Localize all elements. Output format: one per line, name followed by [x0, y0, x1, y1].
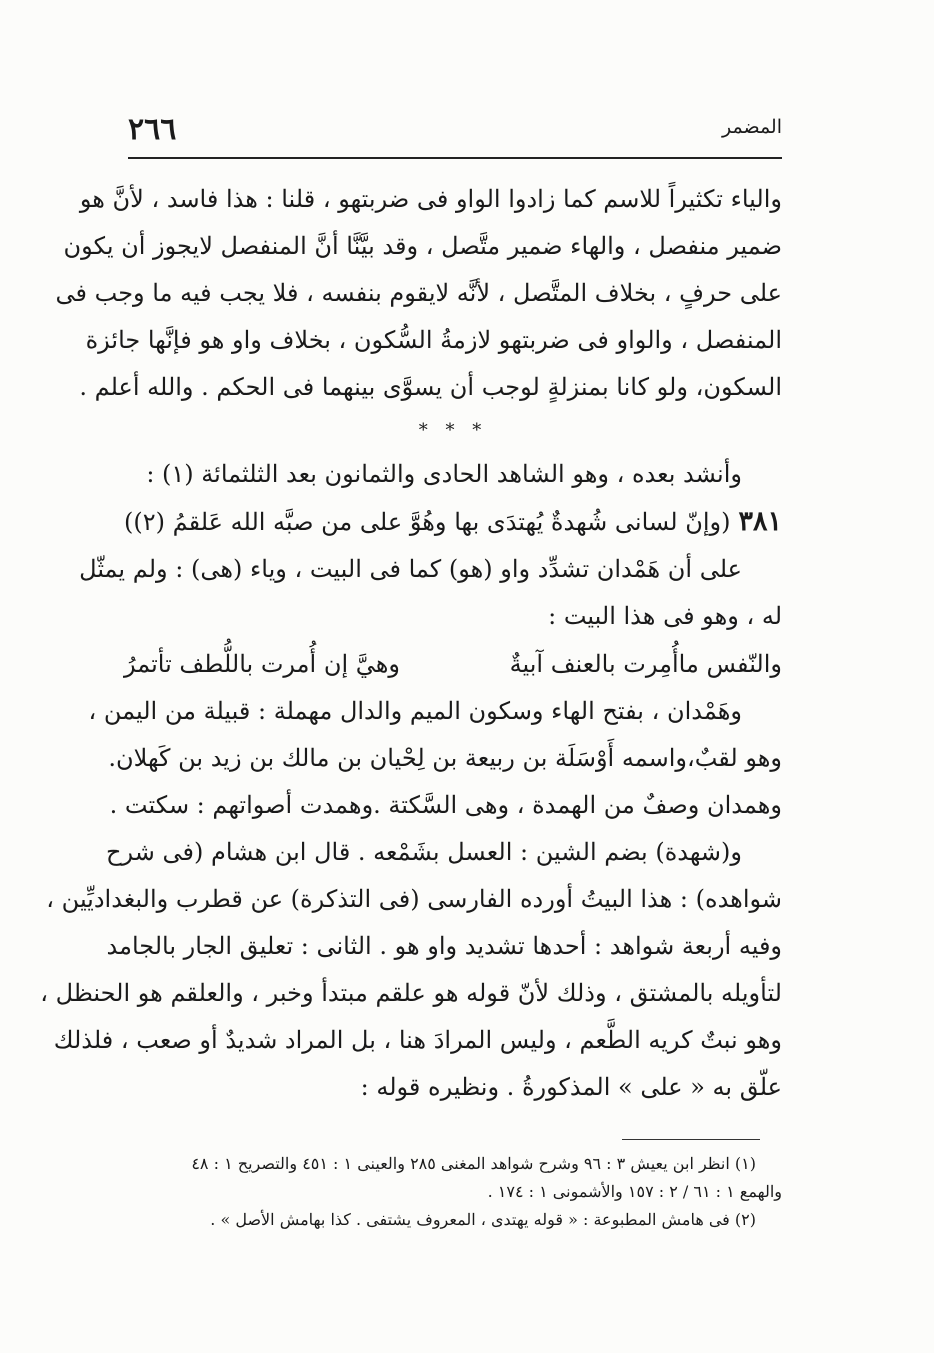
text-line: و(شهدة) بضم الشين : العسل بشَمْعه . قال ابن هشام (فى شرح [106, 838, 742, 866]
text-line: على أن هَمْدان تشدِّد واو (هو) كما فى البيت ، وياء (هى) : ولم يمثّل [79, 555, 742, 583]
text-line: وهو لقبٌ،واسمه أَوْسَلَة بن ربيعة بن لِحْيان بن مالك بن زيد بن كَهلان. [108, 744, 782, 772]
text-line: وهَمْدان ، بفتح الهاء وسكون الميم والدال مهملة : قبيلة من اليمن ، [88, 697, 742, 725]
text-line: علّق به « على » المذكورةُ . ونظيره قوله : [360, 1073, 782, 1101]
quoted-verse [124, 640, 782, 688]
footnotes [124, 1150, 782, 1234]
footnote-2: (٢) فى هامش المطبوعة : « قوله يهتدى ، المعروف يشتفى . كذا بهامش الأصل » . [210, 1210, 756, 1229]
text-line: السكون، ولو كانا بمنزلةٍ لوجب أن يسوَّى بينهما فى الحكم . والله أعلم . [79, 373, 782, 401]
footnote-rule [622, 1139, 760, 1140]
running-title: المضمر [722, 116, 782, 138]
page-header [128, 108, 782, 152]
header-rule [128, 157, 782, 159]
page-number: ٢٦٦ [128, 112, 177, 147]
verse-first-half: ٣٨١(وإنّ لسانى شُهدةٌ يُهتدَى بها [454, 506, 782, 537]
text-line: وهمدان وصفٌ من الهمدة ، وهى السَّكتة .وهمدت أصواتهم : سكتت . [109, 791, 782, 819]
text-line: وفيه أربعة شواهد : أحدها تشديد واو هو . الثانى : تعليق الجار بالجامد [106, 932, 782, 960]
text-line: له ، وهو فى هذا البيت : [548, 602, 782, 630]
text-line: على حرفٍ ، بخلاف المتَّصل ، لأنَّه لايقوم بنفسه ، فلا يجب فيه ما وجب فى [55, 279, 782, 307]
text-line: وهو نبتٌ كريه الطَّعم ، وليس المرادَ هنا ، بل المراد شديدٌ أو صعب ، فلذلك [53, 1026, 782, 1054]
section-separator: * * * [418, 420, 488, 441]
verse-381 [124, 498, 782, 546]
body-text [40, 176, 782, 1111]
footnote-1-continued: والهمع ١ : ٦١ / ٢ : ١٥٧ والأشمونى ١ : ١٧٤ . [487, 1182, 782, 1201]
text-line: المنفصل ، والواو فى ضربتهو لازمةُ السُّكون ، بخلاف واو هو فإنَّها جائزة [85, 326, 782, 354]
footnote-1: (١) انظر ابن يعيش ٣ : ٩٦ وشرح شواهد المغنى ٢٨٥ والعينى ١ : ٤٥١ والتصريح ١ : ٤٨ [191, 1154, 756, 1173]
verse-first-half: والنّفس ماأُمِرت بالعنف آبيةٌ [509, 650, 782, 678]
verse-second-half: وهُوَّ على من صبَّه الله عَلقمُ (٢)) [124, 508, 447, 536]
text-line: والياء تكثيراً للاسم كما زادوا الواو فى ضربتهو ، قلنا : هذا فاسد ، لأنَّ هو [79, 185, 782, 213]
text-line: شواهده) : هذا البيتُ أورده الفارسى (فى التذكرة) عن قطرب والبغداديِّين ، [46, 885, 782, 913]
text-line: لتأويله بالمشتق ، وذلك لأنّ قوله هو علقم مبتدأ وخبر ، والعلقم هو الحنظل ، [40, 979, 782, 1007]
verse-second-half: وهيَّ إن أُمرت باللُّطف تأتمرُ [124, 650, 400, 678]
verse-intro: وأنشد بعده ، وهو الشاهد الحادى والثمانون بعد الثلثمائة (١) : [146, 460, 742, 488]
text-line: ضمير منفصل ، والهاء ضمير متَّصل ، وقد بيَّنَّا أنَّ المنفصل لايجوز أن يكون [63, 232, 782, 260]
verse-number: ٣٨١ [738, 506, 782, 537]
